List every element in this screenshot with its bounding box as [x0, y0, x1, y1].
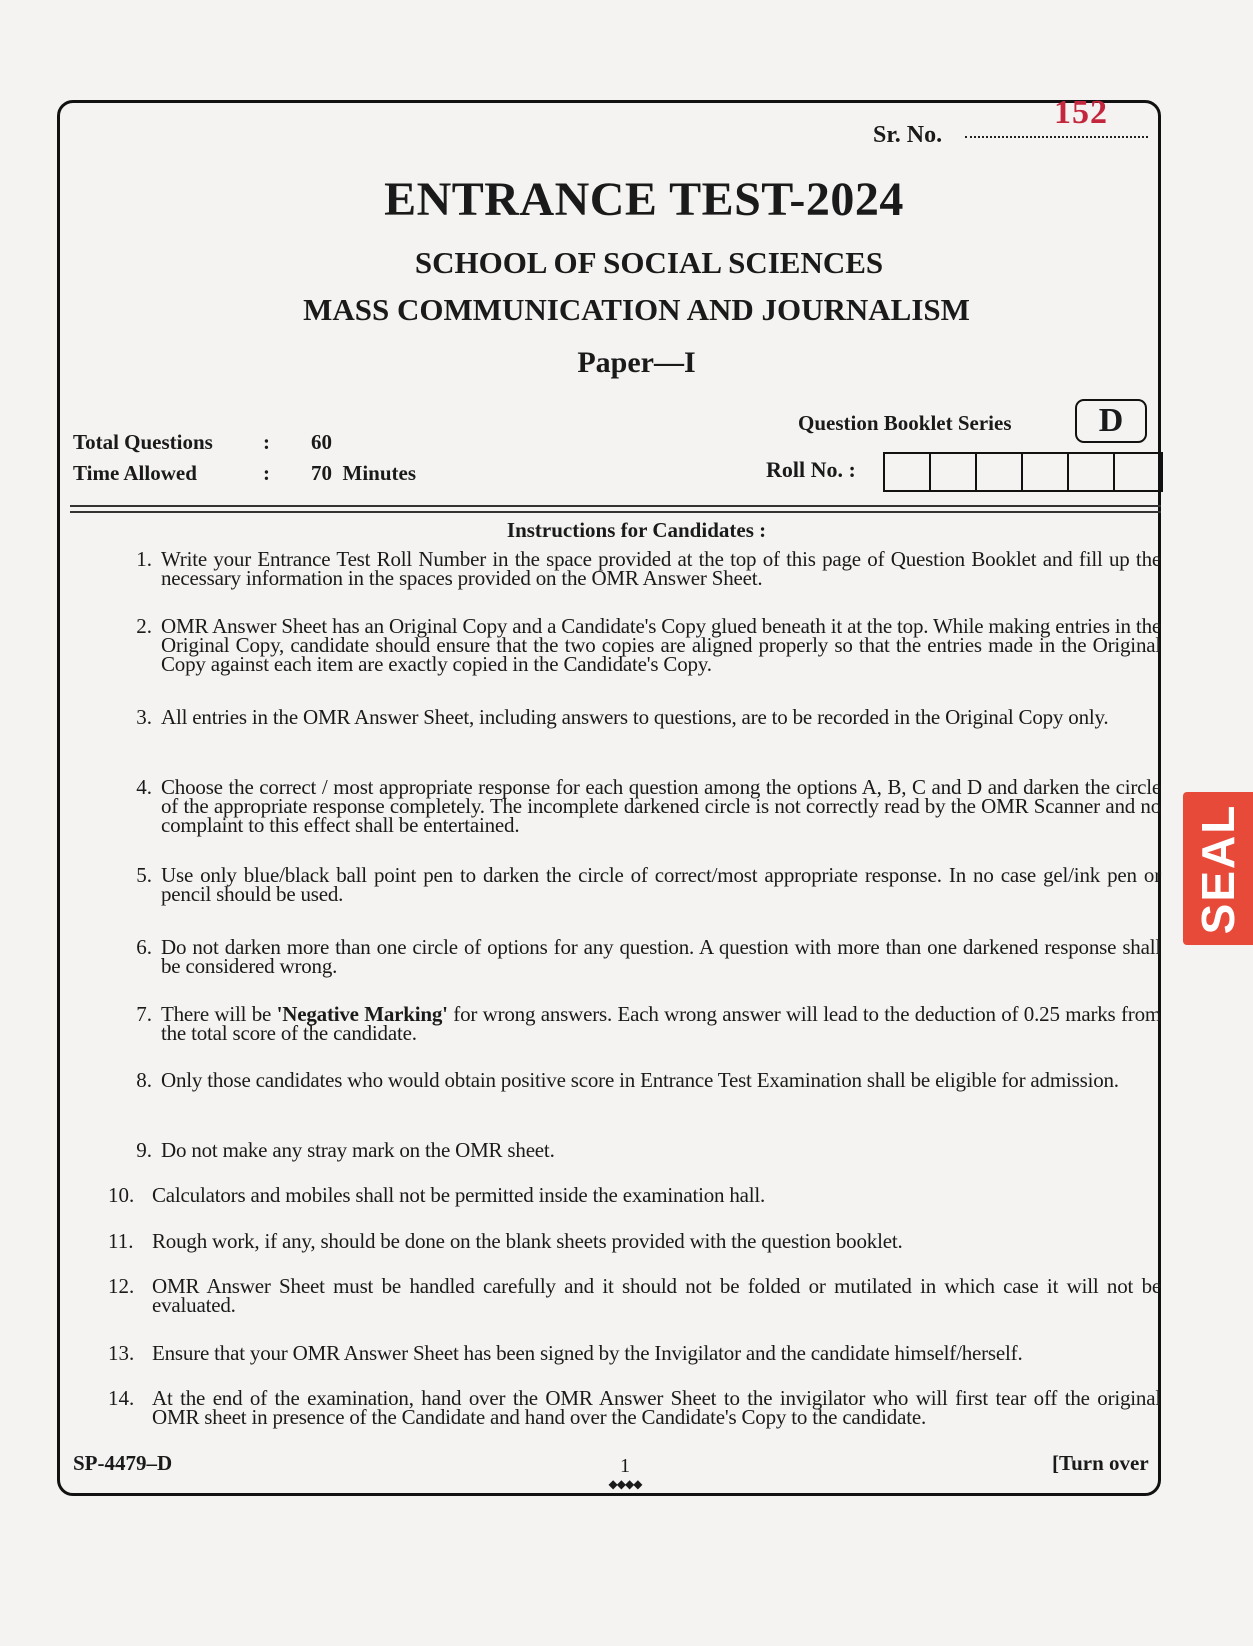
instruction-item: 2. OMR Answer Sheet has an Original Copy and a Candidate's Copy glued beneath it at the top. While making entries in the Original Copy, candidate should ensure that the two copies are aligned properly so that the entries made in the Original Copy against each item are exactly copied in the Candidate's Copy. — [136, 614, 1161, 676]
turn-over-note: [Turn over — [1052, 1451, 1149, 1475]
roll-digit-box[interactable] — [885, 454, 931, 490]
instruction-item: 3. All entries in the OMR Answer Sheet, including answers to questions, are to be recorded in the Original Copy only. — [136, 705, 1109, 729]
instruction-item: 13. Ensure that your OMR Answer Sheet has been signed by the Invigilator and the candidate himself/herself. — [108, 1341, 1023, 1365]
instruction-item: 12. OMR Answer Sheet must be handled carefully and it should not be folded or mutilated in which case it will not be evaluated. — [108, 1274, 1161, 1317]
roll-number-boxes[interactable] — [883, 452, 1163, 492]
time-allowed-value: 70 Minutes — [311, 461, 416, 485]
time-allowed-label: Time Allowed — [73, 461, 197, 485]
seal-sticker — [1183, 792, 1253, 945]
roll-number-label: Roll No. : — [766, 457, 856, 482]
serial-number-label: Sr. No. — [873, 122, 943, 148]
booklet-series-label: Question Booklet Series — [798, 411, 1012, 435]
instructions-heading: Instructions for Candidates : — [506, 518, 767, 542]
total-questions-colon: : — [263, 430, 270, 454]
booklet-code: SP-4479–D — [73, 1451, 173, 1475]
school-name: SCHOOL OF SOCIAL SCIENCES — [414, 245, 884, 280]
instruction-item: 1. Write your Entrance Test Roll Number in the space provided at the top of this page of Question Booklet and fill up the necessary information in the spaces provided on the OMR Answer Sheet. — [136, 547, 1161, 590]
page-number: 1 — [620, 1455, 630, 1477]
instruction-item: 8. Only those candidates who would obtain positive score in Entrance Test Examination shall be eligible for admission. — [136, 1068, 1119, 1092]
roll-digit-box[interactable] — [977, 454, 1023, 490]
roll-digit-box[interactable] — [1023, 454, 1069, 490]
divider-line — [70, 505, 1161, 507]
total-questions-value: 60 — [311, 430, 332, 454]
subject-name: MASS COMMUNICATION AND JOURNALISM — [303, 292, 970, 327]
instruction-item: 4. Choose the correct / most appropriate response for each question among the options A, B, C and D and darken the circle of the appropriate response completely. The incomplete darkened circle is not correctly read by the OMR Scanner and no complaint to this effect shall be entertained. — [136, 775, 1161, 837]
instruction-item: 9. Do not make any stray mark on the OMR sheet. — [136, 1138, 555, 1162]
diamond-ornament-icon: ◆◆◆◆ — [608, 1477, 642, 1491]
roll-digit-box[interactable] — [1069, 454, 1115, 490]
exam-title: ENTRANCE TEST-2024 — [384, 173, 904, 226]
instruction-item: 6. Do not darken more than one circle of options for any question. A question with more than one darkened response shall be considered wrong. — [136, 935, 1161, 978]
instruction-item: 5. Use only blue/black ball point pen to darken the circle of correct/most appropriate response. In no case gel/ink pen or pencil should be used. — [136, 863, 1161, 906]
instruction-item: 11. Rough work, if any, should be done on the blank sheets provided with the question booklet. — [108, 1229, 903, 1253]
instruction-item: 14. At the end of the examination, hand over the OMR Answer Sheet to the invigilator who will first tear off the original OMR sheet in presence of the Candidate and hand over the Candidate's Copy to the candidate. — [108, 1386, 1161, 1429]
roll-digit-box[interactable] — [931, 454, 977, 490]
booklet-series-box: D — [1075, 399, 1147, 443]
divider-line — [70, 511, 1161, 513]
serial-number-handwritten: 152 — [1054, 94, 1108, 131]
paper-number: Paper—I — [577, 346, 696, 379]
roll-digit-box[interactable] — [1115, 454, 1161, 490]
total-questions-label: Total Questions — [73, 430, 213, 454]
instruction-item: 7. There will be 'Negative Marking' for wrong answers. Each wrong answer will lead to the deduction of 0.25 marks from the total score of the candidate. — [136, 1002, 1162, 1045]
serial-number-dotted-line — [965, 136, 1148, 138]
instruction-item: 10. Calculators and mobiles shall not be permitted inside the examination hall. — [108, 1183, 766, 1207]
negative-marking-emphasis: 'Negative Marking' — [276, 1002, 448, 1026]
time-allowed-colon: : — [263, 461, 270, 485]
seal-label: SEAL — [1192, 803, 1244, 934]
